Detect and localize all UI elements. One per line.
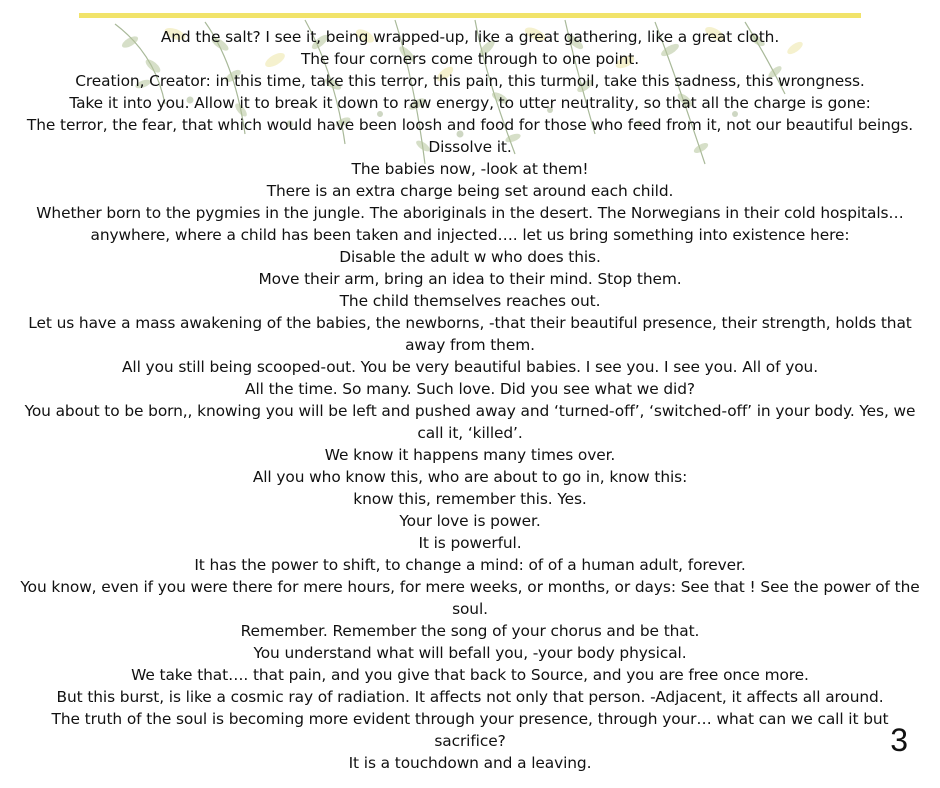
text-line: All you still being scooped-out. You be very beautiful babies. I see you. I see you. All of you. bbox=[121, 358, 818, 376]
page-number: 3 bbox=[890, 722, 908, 758]
text-line: Move their arm, bring an idea to their mind. Stop them. bbox=[258, 270, 682, 288]
text-line: know this, remember this. Yes. bbox=[353, 490, 587, 508]
text-line: And the salt? I see it, being wrapped-up, like a great gathering, like a great cloth. bbox=[160, 28, 780, 46]
text-line: You know, even if you were there for mere hours, for mere weeks, or months, or days: See that ! See the power of the soul. bbox=[20, 578, 920, 618]
text-line: Whether born to the pygmies in the jungle. The aboriginals in the desert. The Norwegians in their cold hospitals… anywhere, where a child has been taken and injected…. let us bring something into existence here: bbox=[36, 204, 904, 244]
text-line: Take it into you. Allow it to break it down to raw energy, to utter neutrality, so that all the charge is gone: bbox=[69, 94, 871, 112]
body-text bbox=[18, 26, 922, 774]
text-line: We know it happens many times over. bbox=[324, 446, 616, 464]
text-line: All the time. So many. Such love. Did you see what we did? bbox=[245, 380, 695, 398]
text-line: Creation, Creator: in this time, take this terror, this pain, this turmoil, take this sadness, this wrongness. bbox=[75, 72, 865, 90]
text-line: Remember. Remember the song of your chorus and be that. bbox=[240, 622, 700, 640]
text-line: Your love is power. bbox=[399, 512, 541, 530]
text-line: It is a touchdown and a leaving. bbox=[348, 754, 592, 772]
text-line: It has the power to shift, to change a mind: of of a human adult, forever. bbox=[194, 556, 746, 574]
text-line: We take that…. that pain, and you give that back to Source, and you are free once more. bbox=[131, 666, 809, 684]
text-line: But this burst, is like a cosmic ray of radiation. It affects not only that person. -Adjacent, it affects all around. bbox=[56, 688, 884, 706]
text-line: All you who know this, who are about to go in, know this: bbox=[252, 468, 688, 486]
text-line: Dissolve it. bbox=[428, 138, 512, 156]
text-line: It is powerful. bbox=[418, 534, 522, 552]
text-line: The terror, the fear, that which would have been loosh and food for those who feed from it, not our beautiful beings. bbox=[26, 116, 914, 134]
text-line: There is an extra charge being set around each child. bbox=[266, 182, 674, 200]
text-line: The child themselves reaches out. bbox=[339, 292, 601, 310]
text-line: Let us have a mass awakening of the babies, the newborns, -that their beautiful presence, their strength, holds that away from them. bbox=[28, 314, 912, 354]
text-line: You understand what will befall you, -your body physical. bbox=[253, 644, 687, 662]
text-line: The four corners come through to one point. bbox=[300, 50, 640, 68]
text-line: You about to be born,, knowing you will be left and pushed away and ‘turned-off’, ‘switched-off’ in your body. Yes, we call it, ‘killed’. bbox=[24, 402, 916, 442]
text-line: The babies now, -look at them! bbox=[351, 160, 589, 178]
text-line: The truth of the soul is becoming more evident through your presence, through your… what can we call it but sacrifice? bbox=[51, 710, 889, 750]
text-line: Disable the adult w who does this. bbox=[339, 248, 601, 266]
